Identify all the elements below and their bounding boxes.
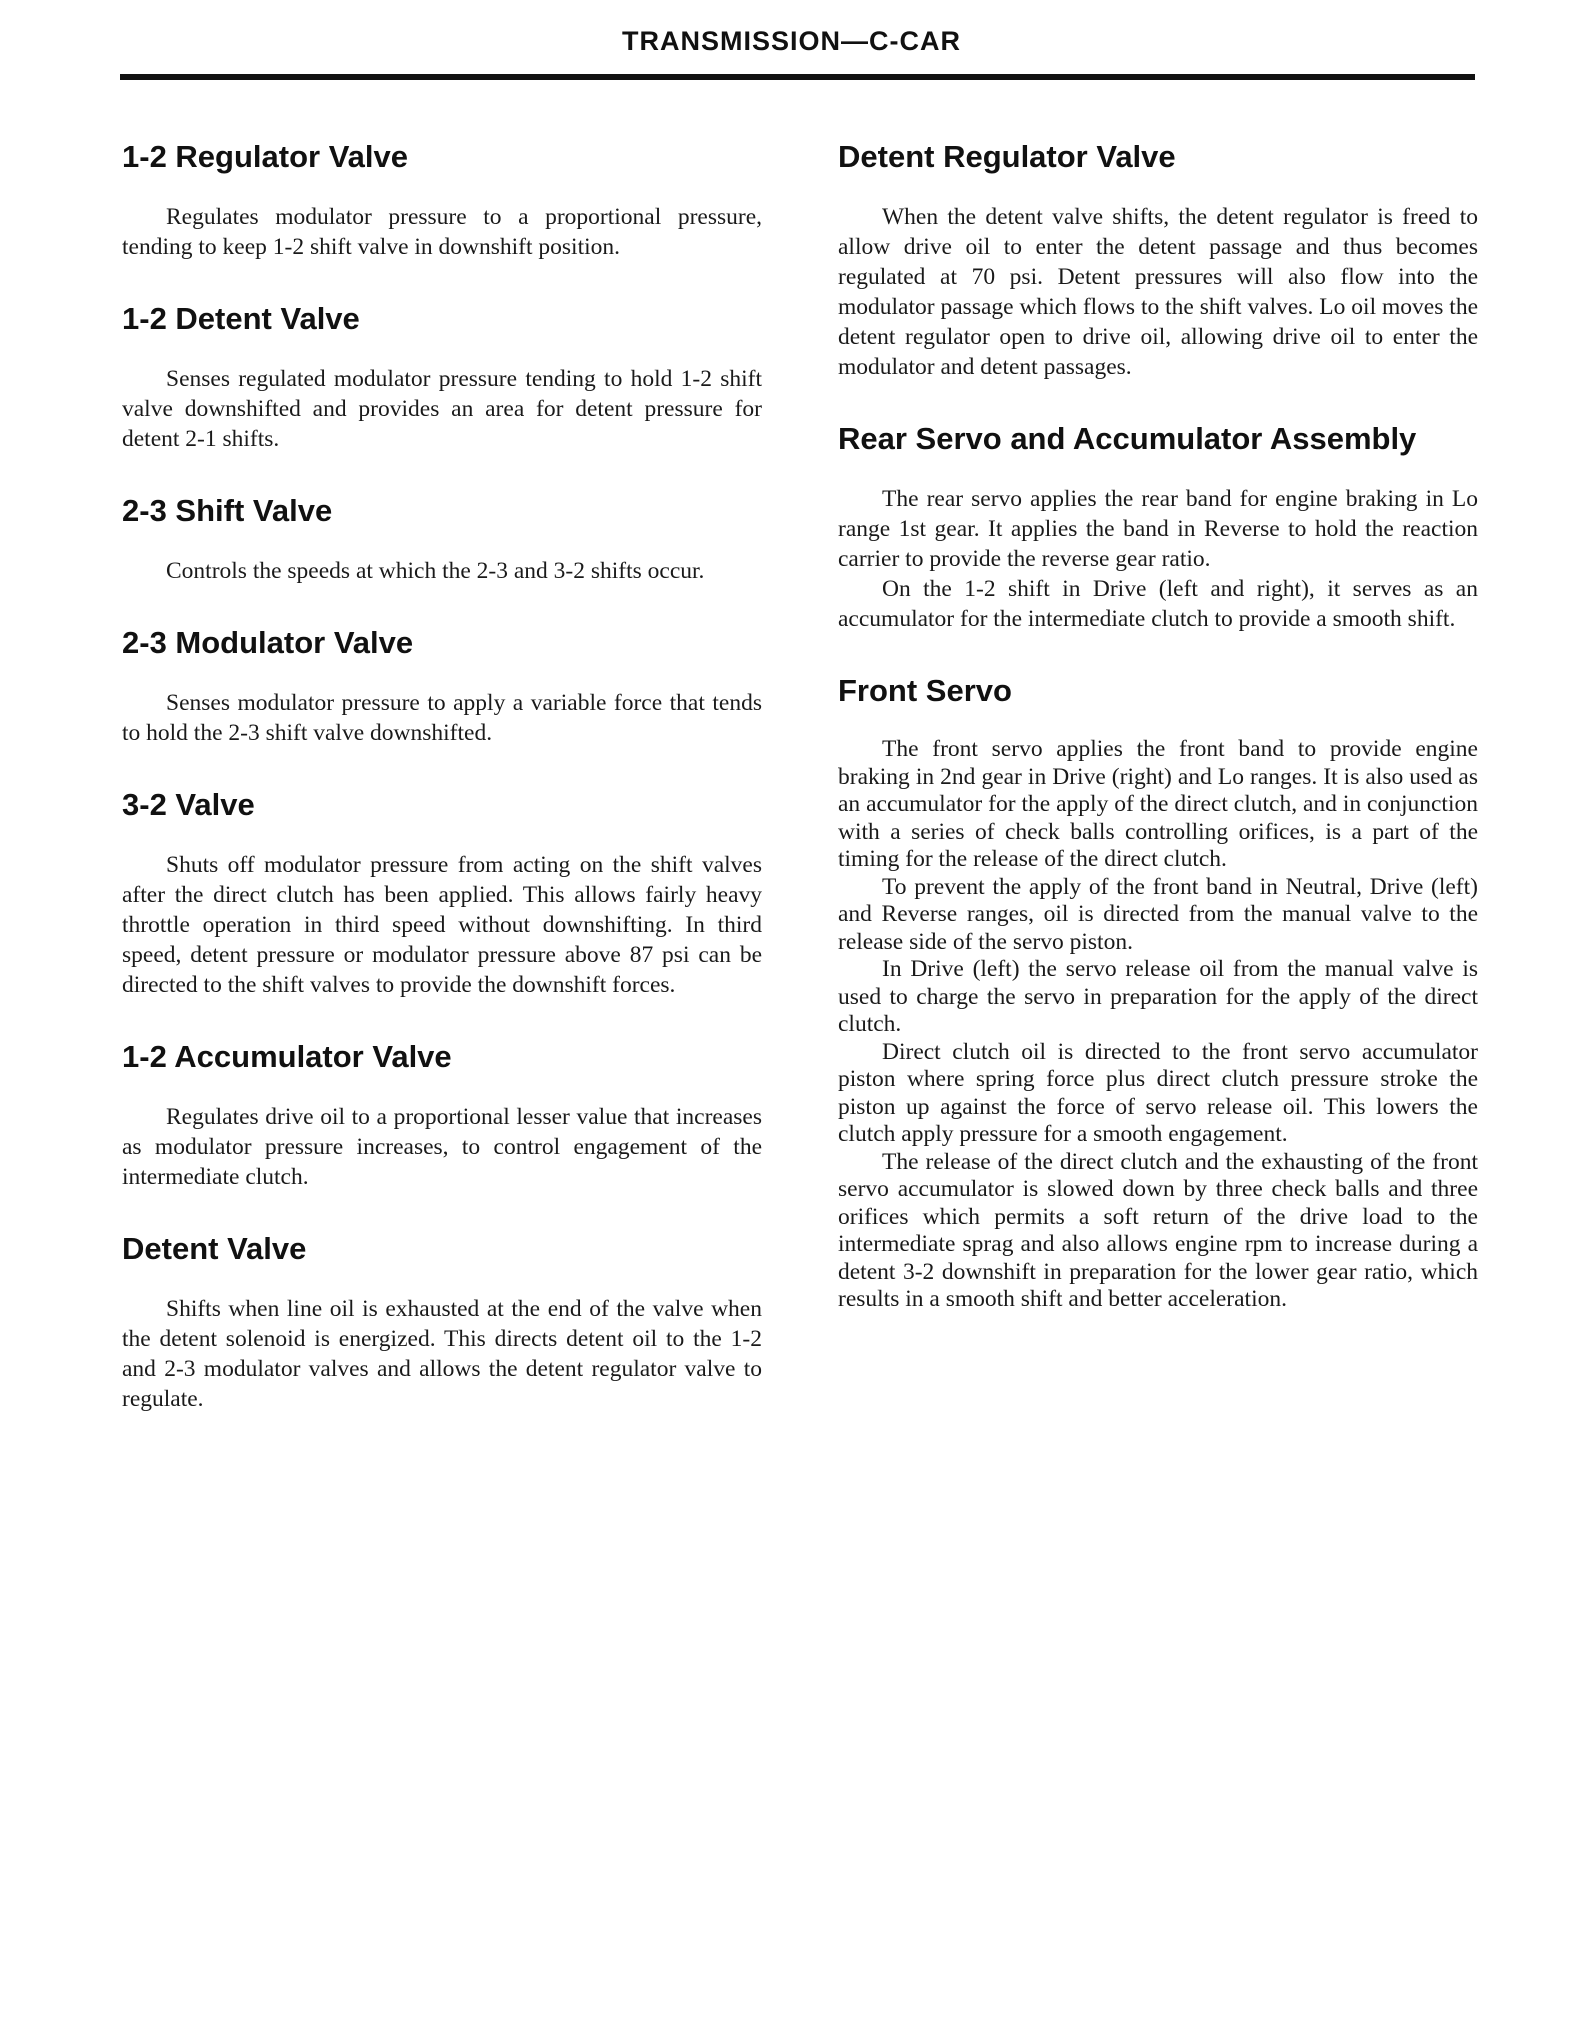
- section-heading: 2-3 Modulator Valve: [122, 625, 414, 660]
- section-heading: 2-3 Shift Valve: [122, 493, 333, 528]
- section-paragraph: Senses regulated modulator pressure tending to hold 1-2 shift valve downshifted and provides an area for detent pressure for detent 2-1 shifts.: [122, 366, 762, 452]
- section-heading: Detent Valve: [122, 1231, 307, 1266]
- section-front-servo: [838, 672, 1478, 1314]
- section-detent-valve: [122, 1230, 762, 1414]
- section-2-3-shift-valve: [122, 492, 762, 586]
- section-heading: 1-2 Regulator Valve: [122, 139, 409, 174]
- section-paragraph: On the 1-2 shift in Drive (left and right), it serves as an accumulator for the intermediate clutch to provide a smooth shift.: [838, 576, 1478, 632]
- section-paragraph: The front servo applies the front band to provide engine braking in 2nd gear in Drive (right) and Lo ranges. It is also used as an accumulator for the apply of the direct clutch, and in conjunction with a series of check balls controlling orifices, is a part of the timing for the release of the direct clutch.: [838, 736, 1478, 872]
- section-heading: 1-2 Detent Valve: [122, 301, 360, 336]
- section-detent-regulator-valve: [838, 138, 1478, 382]
- section-1-2-detent-valve: [122, 300, 762, 454]
- section-2-3-modulator-valve: [122, 624, 762, 748]
- right-column: [838, 138, 1478, 1352]
- section-paragraph: To prevent the apply of the front band in Neutral, Drive (left) and Reverse ranges, oil is directed from the manual valve to the release side of the servo piston.: [838, 873, 1478, 955]
- section-heading: 1-2 Accumulator Valve: [122, 1039, 452, 1074]
- section-paragraph: Controls the speeds at which the 2-3 and 3-2 shifts occur.: [166, 558, 705, 584]
- section-1-2-regulator-valve: [122, 138, 762, 262]
- section-paragraph: The release of the direct clutch and the exhausting of the front servo accumulator is slowed down by three check balls and three orifices which permits a soft return of the drive load to the intermediate sprag and also allows engine rpm to increase during a detent 3-2 downshift in preparation for the lower gear ratio, which results in a smooth shift and better acceleration.: [838, 1148, 1478, 1312]
- section-paragraph: When the detent valve shifts, the detent regulator is freed to allow drive oil to enter the detent passage and thus becomes regulated at 70 psi. Detent pressures will also flow into the modulator passage which flows to the shift valves. Lo oil moves the detent regulator open to drive oil, allowing drive oil to enter the modulator and detent passages.: [838, 204, 1478, 380]
- section-1-2-accumulator-valve: [122, 1038, 762, 1192]
- page-header-title: TRANSMISSION—C-CAR: [622, 26, 961, 56]
- section-3-2-valve: [122, 786, 762, 1000]
- header-rule: [120, 74, 1475, 80]
- section-paragraph: Direct clutch oil is directed to the front servo accumulator piston where spring force plus direct clutch pressure stroke the piston up against the force of servo release oil. This lowers the clutch apply pressure for a smooth engagement.: [838, 1038, 1478, 1147]
- section-paragraph: The rear servo applies the rear band for engine braking in Lo range 1st gear. It applies the band in Reverse to hold the reaction carrier to provide the reverse gear ratio.: [838, 486, 1478, 572]
- section-paragraph: Shifts when line oil is exhausted at the end of the valve when the detent solenoid is energized. This directs detent oil to the 1-2 and 2-3 modulator valves and allows the detent regulator valve to regulate.: [122, 1296, 762, 1412]
- left-column: [122, 138, 762, 1452]
- section-heading: Rear Servo and Accumulator Assembly: [838, 421, 1417, 456]
- section-paragraph: Regulates drive oil to a proportional lesser value that increases as modulator pressure increases, to control engagement of the intermediate clutch.: [122, 1104, 762, 1190]
- section-paragraph: Regulates modulator pressure to a proportional pressure, tending to keep 1-2 shift valve in downshift position.: [122, 204, 762, 260]
- section-rear-servo-accumulator: [838, 420, 1478, 634]
- section-heading: 3-2 Valve: [122, 787, 255, 822]
- section-heading: Detent Regulator Valve: [838, 139, 1176, 174]
- section-paragraph: Shuts off modulator pressure from acting on the shift valves after the direct clutch has been applied. This allows fairly heavy throttle operation in third speed without downshifting. In third speed, detent pressure or modulator pressure above 87 psi can be directed to the shift valves to provide the downshift forces.: [122, 852, 762, 998]
- section-paragraph: In Drive (left) the servo release oil from the manual valve is used to charge the servo in preparation for the apply of the direct clutch.: [838, 956, 1478, 1037]
- section-heading: Front Servo: [838, 673, 1012, 708]
- section-paragraph: Senses modulator pressure to apply a variable force that tends to hold the 2-3 shift valve downshifted.: [122, 690, 762, 746]
